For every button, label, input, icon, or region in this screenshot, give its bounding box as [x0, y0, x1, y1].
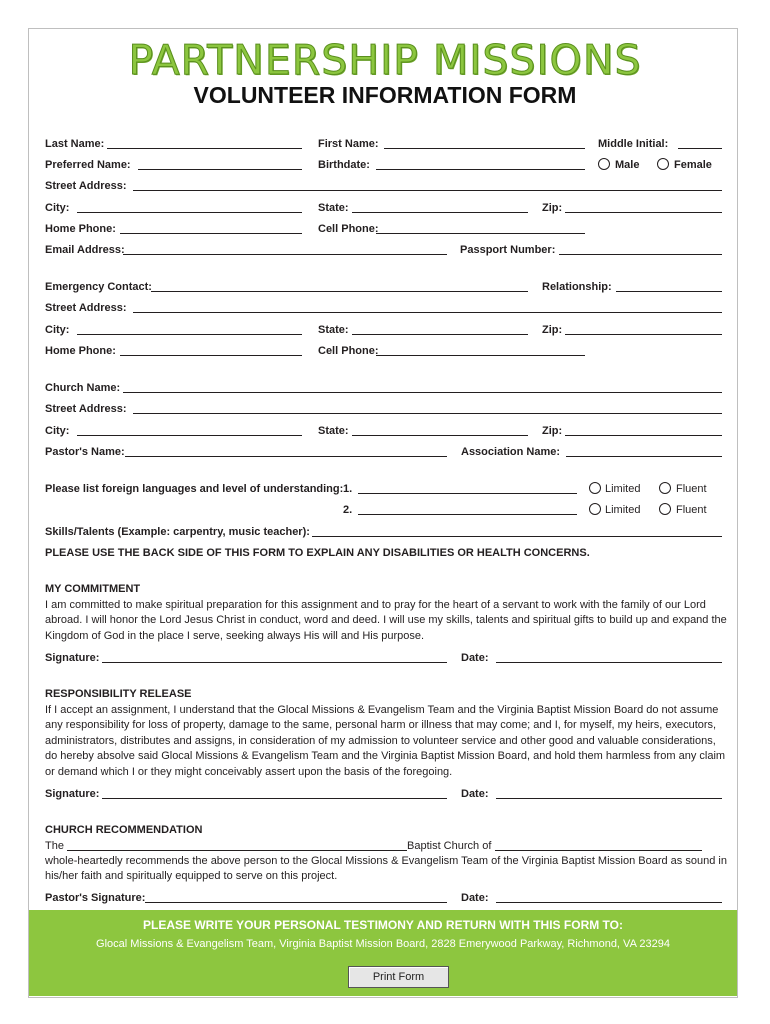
relationship-label: Relationship: — [542, 281, 612, 293]
city-label: City: — [45, 202, 70, 214]
first-name-label: First Name: — [318, 138, 379, 150]
brand-logo: PARTNERSHIP MISSIONS — [128, 36, 642, 84]
commitment-date-field[interactable] — [496, 662, 722, 663]
email-label: Email Address: — [45, 244, 125, 256]
emergency-cell-phone-field[interactable] — [376, 355, 585, 356]
commitment-signature-label: Signature: — [45, 652, 100, 664]
cell-phone-field[interactable] — [376, 233, 585, 234]
release-date-label: Date: — [461, 788, 489, 800]
church-name-field[interactable] — [123, 392, 722, 393]
row-pastor — [45, 445, 725, 461]
emergency-state-label: State: — [318, 324, 349, 336]
male-radio[interactable] — [598, 158, 610, 170]
email-field[interactable] — [123, 254, 447, 255]
last-name-field[interactable] — [107, 148, 302, 149]
language-number-1: 1. — [343, 483, 353, 495]
form-title: VOLUNTEER INFORMATION FORM — [193, 82, 577, 108]
recommendation-body: whole-heartedly recommends the above person to the Glocal Missions & Evangelism Team of the Virginia Baptist Mission Board as sound in his/her faith and spiritually equipped to serve on this project. — [45, 855, 727, 883]
recommendation-date-field[interactable] — [496, 902, 722, 903]
preferred-name-field[interactable] — [138, 169, 302, 170]
street-address-field[interactable] — [133, 190, 722, 191]
first-name-field[interactable] — [384, 148, 585, 149]
emergency-state-field[interactable] — [352, 334, 528, 335]
middle-initial-label: Middle Initial: — [598, 138, 669, 150]
row-city — [45, 201, 725, 217]
emergency-city-field[interactable] — [77, 334, 302, 335]
church-name-label: Church Name: — [45, 382, 121, 394]
release-signature-label: Signature: — [45, 788, 100, 800]
pastor-name-field[interactable] — [125, 456, 447, 457]
church-zip-label: Zip: — [542, 425, 563, 437]
language-2-limited-label: Limited — [605, 504, 641, 516]
row-email — [45, 243, 725, 259]
language-2-fluent-radio[interactable] — [659, 503, 671, 515]
zip-label: Zip: — [542, 202, 563, 214]
commitment-body: I am committed to make spiritual preparation for this assignment and to pray for the heart of a servant to work with the family of our Lord abroad. I will honor the Lord Jesus Christ in conduct, word and deed. I will use my skills, talents and spiritual gifts to build up and expand the Kingdom of God in the place I serve, seeking always His will and His purpose. — [45, 599, 727, 642]
passport-label: Passport Number: — [460, 244, 556, 256]
back-side-notice: PLEASE USE THE BACK SIDE OF THIS FORM TO EXPLAIN ANY DISABILITIES OR HEALTH CONCERNS. — [45, 547, 590, 559]
recommending-church-field[interactable] — [67, 850, 407, 851]
release-heading: RESPONSIBILITY RELEASE — [45, 688, 192, 700]
recommendation-date-label: Date: — [461, 892, 489, 904]
commitment-signature-field[interactable] — [102, 662, 447, 663]
footer-title: PLEASE WRITE YOUR PERSONAL TESTIMONY AND RETURN WITH THIS FORM TO: — [142, 918, 624, 932]
church-location-field[interactable] — [495, 850, 702, 851]
emergency-home-phone-label: Home Phone: — [45, 345, 116, 357]
row-street — [45, 179, 725, 195]
state-label: State: — [318, 202, 349, 214]
row-commitment-signature — [45, 651, 725, 667]
emergency-zip-field[interactable] — [565, 334, 722, 335]
release-date-field[interactable] — [496, 798, 722, 799]
home-phone-field[interactable] — [120, 233, 302, 234]
row-phones — [45, 222, 725, 238]
birthdate-label: Birthdate: — [318, 159, 370, 171]
language-1-fluent-radio[interactable] — [659, 482, 671, 494]
church-zip-field[interactable] — [565, 435, 722, 436]
language-number-2: 2. — [343, 504, 353, 516]
middle-initial-field[interactable] — [678, 148, 722, 149]
print-form-button[interactable]: Print Form — [348, 966, 449, 988]
association-label: Association Name: — [461, 446, 561, 458]
skills-field[interactable] — [312, 536, 722, 537]
male-label: Male — [615, 159, 640, 171]
baptist-church-of-label: Baptist Church of — [407, 840, 492, 852]
language-2-field[interactable] — [358, 514, 577, 515]
row-emergency-phones — [45, 344, 725, 360]
relationship-field[interactable] — [616, 291, 722, 292]
release-signature-field[interactable] — [102, 798, 447, 799]
emergency-cell-phone-label: Cell Phone: — [318, 345, 379, 357]
emergency-zip-label: Zip: — [542, 324, 563, 336]
cell-phone-label: Cell Phone: — [318, 223, 379, 235]
language-1-limited-radio[interactable] — [589, 482, 601, 494]
female-label: Female — [674, 159, 712, 171]
emergency-contact-label: Emergency Contact: — [45, 281, 152, 293]
church-state-label: State: — [318, 425, 349, 437]
row-language-2 — [45, 503, 725, 519]
church-state-field[interactable] — [352, 435, 528, 436]
pastor-signature-field[interactable] — [145, 902, 447, 903]
state-field[interactable] — [352, 212, 528, 213]
row-church-street — [45, 402, 725, 418]
street-address-label: Street Address: — [45, 180, 127, 192]
recommendation-the: The — [45, 840, 64, 852]
emergency-city-label: City: — [45, 324, 70, 336]
row-back-side — [45, 546, 725, 562]
row-preferred — [45, 158, 725, 174]
emergency-contact-field[interactable] — [151, 291, 528, 292]
emergency-street-field[interactable] — [133, 312, 722, 313]
skills-label: Skills/Talents (Example: carpentry, music teacher): — [45, 526, 310, 538]
commitment-heading: MY COMMITMENT — [45, 583, 141, 595]
language-2-fluent-label: Fluent — [676, 504, 707, 516]
row-skills — [45, 525, 725, 541]
row-church-city — [45, 424, 725, 440]
passport-field[interactable] — [559, 254, 722, 255]
languages-prompt: Please list foreign languages and level of understanding: — [45, 483, 344, 495]
church-city-field[interactable] — [77, 435, 302, 436]
language-1-limited-label: Limited — [605, 483, 641, 495]
release-body: If I accept an assignment, I understand that the Glocal Missions & Evangelism Team and the Virginia Baptist Mission Board do not assume any responsibility for loss of property, damage to the same, personal harm or illness that may come; and I, for myself, my heirs, executors, administrators, distributes and assigns, in consideration of my admission to volunteer service and other good and valuable considerations, do hereby absolve said Glocal Missions & Evangelism Team and the Virginia Baptist Mission Board, and hold them harmless from any claim or demand which I or they might conceivably assert upon the basis of the foregoing. — [45, 704, 726, 778]
row-release-signature — [45, 787, 725, 803]
female-radio[interactable] — [657, 158, 669, 170]
footer-address: Glocal Missions & Evangelism Team, Virginia Baptist Mission Board, 2828 Emerywood Parkway, Richmond, VA 23294 — [96, 938, 670, 950]
row-church-name — [45, 381, 725, 397]
birthdate-field[interactable] — [376, 169, 585, 170]
pastor-name-label: Pastor's Name: — [45, 446, 125, 458]
city-field[interactable] — [77, 212, 302, 213]
commitment-date-label: Date: — [461, 652, 489, 664]
row-emergency — [45, 280, 725, 296]
footer-band — [29, 910, 737, 996]
row-pastor-signature — [45, 891, 725, 907]
row-recommendation-church — [45, 839, 725, 855]
language-2-limited-radio[interactable] — [589, 503, 601, 515]
home-phone-label: Home Phone: — [45, 223, 116, 235]
pastor-signature-label: Pastor's Signature: — [45, 892, 146, 904]
last-name-label: Last Name: — [45, 138, 105, 150]
preferred-name-label: Preferred Name: — [45, 159, 131, 171]
church-street-label: Street Address: — [45, 403, 127, 415]
church-street-field[interactable] — [133, 413, 722, 414]
row-language-1 — [45, 482, 725, 498]
row-emergency-city — [45, 323, 725, 339]
zip-field[interactable] — [565, 212, 722, 213]
church-city-label: City: — [45, 425, 70, 437]
language-1-fluent-label: Fluent — [676, 483, 707, 495]
row-emergency-street — [45, 301, 725, 317]
association-field[interactable] — [566, 456, 722, 457]
language-1-field[interactable] — [358, 493, 577, 494]
row-name — [45, 137, 725, 153]
emergency-street-label: Street Address: — [45, 302, 127, 314]
emergency-home-phone-field[interactable] — [120, 355, 302, 356]
recommendation-heading: CHURCH RECOMMENDATION — [45, 824, 203, 836]
